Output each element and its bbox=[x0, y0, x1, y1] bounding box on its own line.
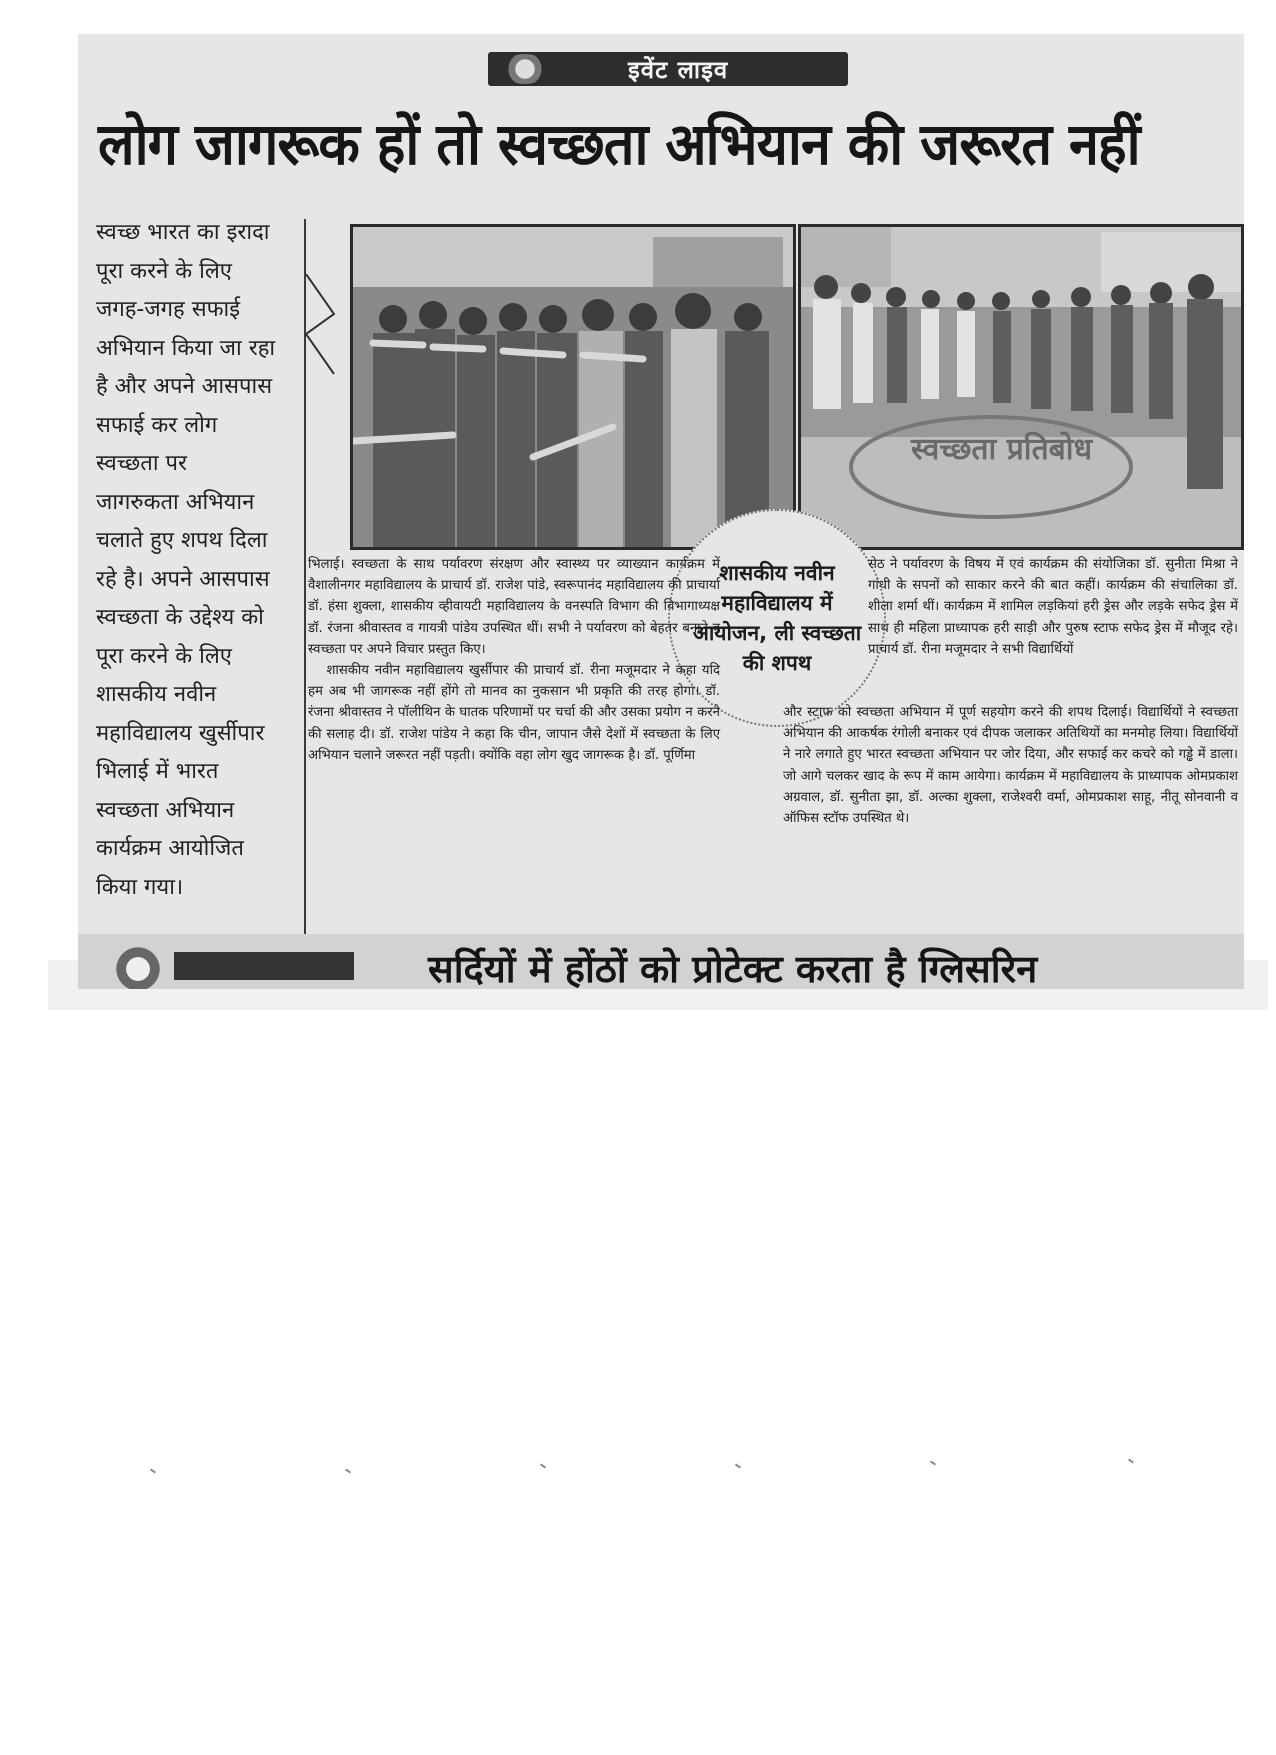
sidebar-line: स्वच्छ भारत का इरादा bbox=[96, 220, 270, 245]
article-paragraph: शासकीय नवीन महाविद्यालय खुर्सीपार की प्राचार्य डॉ. रीना मजूमदार ने कहा यदि हम अब भी जागरूक नहीं होंगे तो मानव का नुकसान भी प्रकृति की तरह होगा। डॉ. रंजना श्रीवास्तव ने पॉलीथिन के घातक परिणामों पर चर्चा की और उसका प्रयोग न करने की सलाह दी। डॉ. राजेश पांडेय ने कहा कि चीन, जापान जैसे देशों में स्वच्छता के लिए अभियान चलाने जरूरत नहीं पड़ती। क्योंकि वहा लोग खुद जागरूक है। डॉ. पूर्णिमा bbox=[308, 663, 720, 763]
sidebar-line: भिलाई में भारत bbox=[96, 759, 219, 784]
next-article-strip bbox=[78, 934, 1244, 989]
article-paragraph: भिलाई। स्वच्छता के साथ पर्यावरण संरक्षण और स्वास्थ्य पर व्याख्यान कार्यक्रम में वैशालीनगर महाविद्यालय के प्राचार्य डॉ. राजेश पांडे, स्वरूपानंद महाविद्यालय की प्राचार्या डॉ. हंसा शुक्ला, शासकीय व्हीवायटी महाविद्यालय के वनस्पति विभाग की विभागाध्यक्ष डॉ. रंजना श्रीवास्तव व गायत्री पांडेय उपस्थित थीं। सभी ने पर्यावरण को बेहतर बनाने व स्वच्छता पर अपने विचार प्रस्तुत किए। bbox=[308, 557, 720, 657]
section-tag-label: इवेंट लाइव bbox=[628, 55, 729, 84]
sidebar-line: जागरुकता अभियान bbox=[96, 489, 255, 515]
article-column-right-continued bbox=[783, 702, 1238, 829]
article-column-left bbox=[308, 554, 720, 766]
sidebar-line: पूरा करने के लिए bbox=[96, 258, 232, 284]
photo-pledge-ceremony bbox=[350, 224, 796, 550]
sidebar-line: किया गया। bbox=[96, 874, 184, 900]
sidebar-line: है और अपने आसपास bbox=[96, 374, 273, 399]
sidebar-line: चलाते हुए शपथ दिला bbox=[96, 528, 268, 553]
sidebar-line: सफाई कर लोग bbox=[96, 412, 218, 438]
section-tag bbox=[488, 52, 848, 86]
article-column-right bbox=[868, 554, 1238, 660]
article-paragraph: सेठ ने पर्यावरण के विषय में एवं कार्यक्रम की संयोजिका डॉ. सुनीता मिश्रा ने गांधी के सपनों को साकार करने की बात कहीं। कार्यक्रम की संचालिका डॉ. शीला शर्मा थीं। कार्यक्रम में शामिल लड़कियां हरी ड्रेस और लड़के सफेद ड्रेस में साथ ही महिला प्राध्यापक हरी साड़ी और पुरुष स्टाफ सफेद ड्रेस में मौजूद रहे। प्राचार्य डॉ. रीना मजूमदार ने सभी विद्यार्थियों bbox=[868, 557, 1238, 657]
article-headline: लोग जागरूक हों तो स्वच्छता अभियान की जरूरत नहीं bbox=[98, 110, 1140, 178]
zigzag-divider bbox=[304, 274, 344, 394]
sidebar-line: स्वच्छता पर bbox=[96, 451, 188, 476]
sidebar-line: स्वच्छता अभियान bbox=[96, 797, 235, 823]
newspaper-clipping bbox=[78, 34, 1244, 989]
sidebar-line: जगह-जगह सफाई bbox=[96, 297, 241, 322]
newspaper-logo-icon bbox=[502, 54, 548, 84]
next-article-headline: सर्दियों में होंठों को प्रोटेक्ट करता है ग्लिसरिन bbox=[428, 947, 1038, 989]
sidebar-line: अभियान किया जा रहा bbox=[96, 335, 276, 361]
photo-rangoli-rally bbox=[798, 224, 1244, 550]
pull-quote-text: शासकीय नवीन महाविद्यालय में आयोजन, ली स्वच्छता की शपथ bbox=[692, 561, 862, 675]
article-paragraph: और स्टाफ को स्वच्छता अभियान में पूर्ण सहयोग करने की शपथ दिलाई। विद्यार्थियों ने स्वच्छता अभियान की आकर्षक रंगोली बनाकर एवं दीपक जलाकर अतिथियों का मनमोह लिया। विद्यार्थियों ने नारे लगाते हुए भारत स्वच्छता अभियान पर जोर दिया, और सफाई कर कचरे को गड्ढे में डाला। जो आगे चलकर खाद के रूप में काम आयेगा। कार्यक्रम में महाविद्यालय के प्राध्यापक ओमप्रकाश अग्रवाल, डॉ. सुनीता झा, डॉ. अल्का शुक्ला, राजेश्वरी वर्मा, ओमप्रकाश साहू, नीतू सोनवानी व ऑफिस स्टॉफ उपस्थित थे। bbox=[783, 705, 1238, 827]
sidebar-line: पूरा करने के लिए bbox=[96, 643, 232, 669]
intro-sidebar bbox=[96, 214, 296, 907]
sidebar-line: कार्यक्रम आयोजित bbox=[96, 836, 244, 861]
sidebar-line: स्वच्छता के उद्देश्य को bbox=[96, 605, 264, 630]
sidebar-line: रहे है। अपने आसपास bbox=[96, 566, 270, 592]
section-tab bbox=[174, 952, 354, 980]
rangoli-text: स्वच्छता प्रतिबोध bbox=[911, 432, 1093, 467]
sidebar-line: शासकीय नवीन bbox=[96, 682, 217, 707]
section-logo-icon bbox=[108, 944, 168, 989]
sidebar-line: महाविद्यालय खुर्सीपार bbox=[96, 720, 265, 746]
